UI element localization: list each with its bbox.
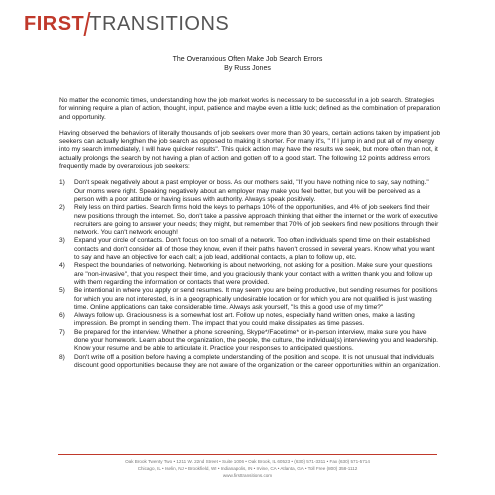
list-item <box>59 287 441 312</box>
list-item <box>59 237 441 262</box>
footer-divider <box>58 454 437 455</box>
list-item-number: 7) <box>59 328 65 336</box>
error-list <box>59 179 441 370</box>
list-item-text: Don't write off a position before having a complete understanding of the position and scope. It is not unusual that individuals discount good opportunities because they are not aware of the organization or the career opportunities within an organization. <box>74 353 441 369</box>
list-item-text: Don't speak negatively about a past employer or boss. As our mothers said, "If you have nothing nice to say, say nothing." Our moms were right. Speaking negatively about an employer may make you feel better, but you will be perceived as a person with a poor attitude or having issues with authority. Always speak positively. <box>74 179 429 203</box>
list-item-text: Expand your circle of contacts. Don't focus on too small of a network. Too often individuals spend time on their established contacts and don't consider all of those they know, even if their paths haven't crossed in several years. Know what you want to say and have an objective for each call; a job lead, additional contacts, a plan to follow up, etc. <box>74 237 435 262</box>
list-item-number: 4) <box>59 262 65 270</box>
list-item-number: 3) <box>59 237 65 245</box>
intro-paragraph-1: No matter the economic times, understanding how the job market works is necessary to be successful in a job search. Strategies for winning require a plan of action, thought, input, patience and maybe even a little luck; defined as the combination of preparation and opportunity. <box>59 97 441 121</box>
list-item-text: Always follow up. Graciousness is a somewhat lost art. Follow up notes, especially hand written ones, make a lasting impression. Be prompt in sending them. The impact that you could make dissipates as time passes. <box>74 312 415 328</box>
list-item <box>59 354 441 371</box>
list-item <box>59 179 441 204</box>
company-logo <box>24 12 229 38</box>
list-item-number: 8) <box>59 353 65 361</box>
list-item-number: 1) <box>59 179 65 187</box>
page-footer <box>0 458 495 479</box>
list-item-text: Be prepared for the interview. Whether a phone screening, Skype*/Facetime* or in-person interview, make sure you have done your homework. Learn about the organization, the people, the culture, the individual(s) interviewing you and leadership. Know your resume and be able to articulate it. Practice your responses to anticipated questions. <box>74 328 438 353</box>
list-item-text: Rely less on third parties. Search firms hold the keys to perhaps 10% of the opportunities, and 4% of job seekers find their new positions through the internet. So, don't take a passive approach thinking that either the internet or the work of executive recruiters are going to answer your needs; they might, but remember that 70% of job seekers find new positions through their network. You can't network enough! <box>74 204 439 237</box>
list-item-text: Respect the boundaries of networking. Networking is about networking, not asking for a position. Make sure your questions are "non-invasive", that you respect their time, and you graciously thank your contact with a written thank you and follow up with them regarding the information or contacts that were provided. <box>74 262 433 286</box>
article-header <box>0 55 495 73</box>
list-item-number: 6) <box>59 312 65 320</box>
footer-address: Oak Brook Twenty Two • 1211 W. 22nd Street • Suite 1006 • Oak Brook, IL 60523 • (630) 571-3311 • Fax (630) 571-5714 <box>125 459 370 464</box>
list-item-number: 2) <box>59 204 65 212</box>
footer-locations: Chicago, IL • Iselin, NJ • Brookfield, WI • Indianapolis, IN • Irvine, CA • Atlanta, GA • Toll Free (800) 358-1112 <box>137 466 358 471</box>
list-item-text: Be intentional in where you apply or send resumes. It may seem you are being productive, but sending resumes for positions for which you are not interested, is in a geographically undesirable location or for which you are not qualified is just wasting time. Online applications can take considerable time. Always ask yourself, "Is this a good use of my time?" <box>74 287 438 311</box>
article-title: The Overanxious Often Make Job Search Errors <box>172 56 323 63</box>
intro-paragraph-2: Having observed the behaviors of literally thousands of job seekers over more than 30 years, certain actions taken by impatient job seekers can actually lengthen the job search as opposed to making it shorter. For many it's, " If I jump in and put all of my energy into my search immediately, I will have quicker results". This quick action may have the results we seek, but more often than not, it actually prolongs the search by not having a plan of action and gotten off to a good start. The following 12 points address errors frequently made by overanxious job seekers: <box>59 129 441 171</box>
list-item <box>59 329 441 354</box>
footer-website-link[interactable]: www.firsttransitions.com <box>222 473 273 478</box>
article-byline: By Russ Jones <box>224 65 271 72</box>
article-body <box>59 97 441 370</box>
logo-first-text: FIRST <box>24 13 85 35</box>
logo-transitions-text: TRANSITIONS <box>89 13 230 35</box>
list-item <box>59 204 441 237</box>
list-item <box>59 262 441 287</box>
list-item <box>59 312 441 329</box>
list-item-number: 5) <box>59 287 65 295</box>
